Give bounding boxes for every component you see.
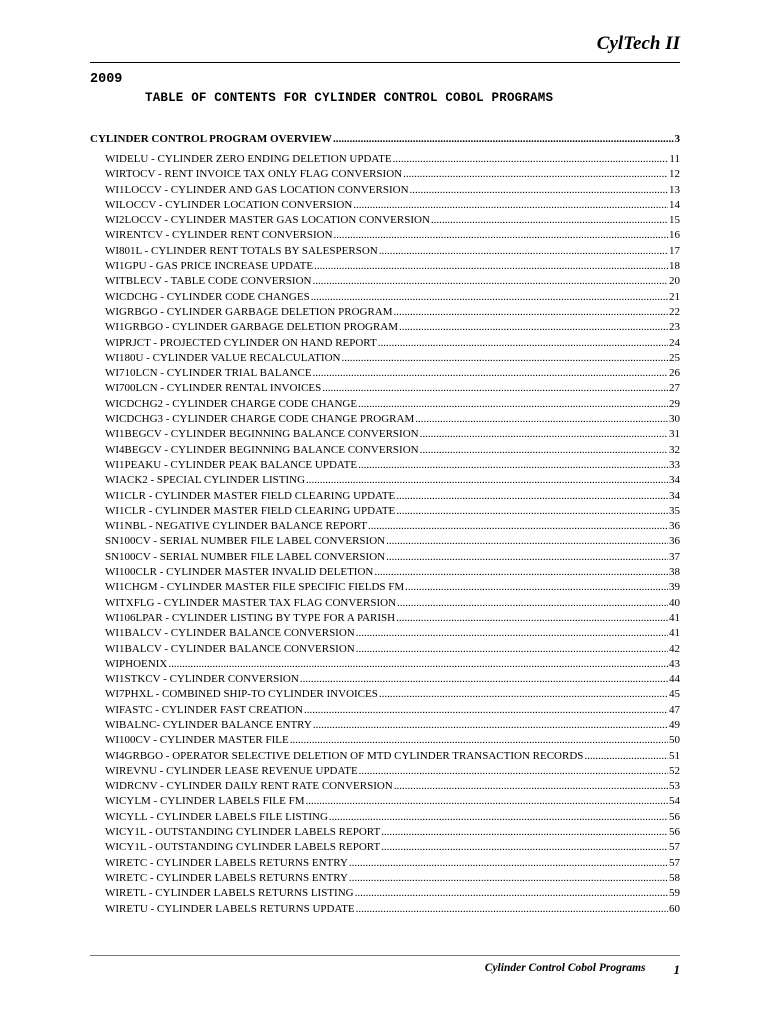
toc-entry-title: WIRTOCV - RENT INVOICE TAX ONLY FLAG CONVERSION xyxy=(105,168,403,181)
footer-document-name: Cylinder Control Cobol Programs xyxy=(484,962,646,974)
footer-rule xyxy=(90,955,680,956)
toc-entry-list xyxy=(90,152,680,917)
toc-entry-page: 17 xyxy=(669,244,680,257)
toc-leader-dots xyxy=(314,259,668,274)
toc-entry-title: WI700LCN - CYLINDER RENTAL INVOICES xyxy=(105,382,322,395)
toc-entry[interactable] xyxy=(90,611,680,626)
toc-entry[interactable] xyxy=(90,703,680,718)
toc-entry[interactable] xyxy=(90,672,680,687)
toc-entry-title: WIRETL - CYLINDER LABELS RETURNS LISTING xyxy=(105,887,354,900)
toc-entry-page: 52 xyxy=(669,764,680,777)
toc-entry-title: WI1BALCV - CYLINDER BALANCE CONVERSION xyxy=(105,642,355,655)
toc-entry[interactable] xyxy=(90,274,680,289)
toc-leader-dots xyxy=(356,902,668,917)
toc-leader-dots xyxy=(396,504,668,519)
toc-entry-page: 54 xyxy=(669,795,680,808)
toc-entry-page: 34 xyxy=(669,489,680,502)
toc-entry-page: 23 xyxy=(669,321,680,334)
toc-leader-dots xyxy=(386,550,668,565)
toc-leader-dots xyxy=(403,167,668,182)
toc-entry-title: WI180U - CYLINDER VALUE RECALCULATION xyxy=(105,351,341,364)
toc-entry[interactable] xyxy=(90,565,680,580)
toc-entry-title: WICYLL - CYLINDER LABELS FILE LISTING xyxy=(105,810,328,823)
toc-entry-page: 26 xyxy=(669,367,680,380)
toc-entry[interactable] xyxy=(90,244,680,259)
toc-entry-title: WILOCCV - CYLINDER LOCATION CONVERSION xyxy=(105,198,353,211)
toc-entry[interactable] xyxy=(90,840,680,855)
toc-entry[interactable] xyxy=(90,397,680,412)
toc-entry[interactable] xyxy=(90,871,680,886)
toc-entry-page: 43 xyxy=(669,657,680,670)
toc-entry-title: WICY1L - OUTSTANDING CYLINDER LABELS REPORT xyxy=(105,826,381,839)
toc-entry-title: WI801L - CYLINDER RENT TOTALS BY SALESPERSON xyxy=(105,244,378,257)
toc-leader-dots xyxy=(393,152,669,167)
toc-leader-dots xyxy=(349,871,668,886)
toc-leader-dots xyxy=(386,534,668,549)
toc-entry[interactable] xyxy=(90,412,680,427)
toc-entry-title: WI1NBL - NEGATIVE CYLINDER BALANCE REPORT xyxy=(105,520,367,533)
toc-entry-page: 44 xyxy=(669,673,680,686)
toc-entry[interactable] xyxy=(90,687,680,702)
toc-entry-title: WICY1L - OUTSTANDING CYLINDER LABELS REPORT xyxy=(105,841,381,854)
toc-entry-title: WI100CLR - CYLINDER MASTER INVALID DELETION xyxy=(105,566,374,579)
toc-entry[interactable] xyxy=(90,580,680,595)
toc-leader-dots xyxy=(378,336,668,351)
toc-entry-page: 42 xyxy=(669,642,680,655)
toc-leader-dots xyxy=(356,642,668,657)
toc-leader-dots xyxy=(358,458,668,473)
header-rule xyxy=(90,62,680,63)
toc-entry-page: 11 xyxy=(669,153,680,165)
toc-leader-dots xyxy=(379,687,668,702)
toc-entry-title: WI106LPAR - CYLINDER LISTING BY TYPE FOR A PARISH xyxy=(105,611,396,624)
toc-entry[interactable] xyxy=(90,320,680,335)
toc-entry[interactable] xyxy=(90,550,680,565)
toc-entry-page: 56 xyxy=(669,810,680,823)
toc-entry[interactable] xyxy=(90,534,680,549)
toc-entry[interactable] xyxy=(90,504,680,519)
toc-leader-dots xyxy=(394,779,668,794)
toc-entry[interactable] xyxy=(90,718,680,733)
toc-entry-page: 15 xyxy=(669,214,680,227)
toc-entry-page: 35 xyxy=(669,504,680,517)
toc-leader-dots xyxy=(356,626,668,641)
toc-entry-title: WI7PHXL - COMBINED SHIP-TO CYLINDER INVOICES xyxy=(105,688,378,701)
toc-leader-dots xyxy=(397,596,668,611)
toc-entry-page: 22 xyxy=(669,305,680,318)
toc-entry-page: 36 xyxy=(669,520,680,533)
toc-entry[interactable] xyxy=(90,213,680,228)
footer-page-number: 1 xyxy=(673,962,680,977)
toc-leader-dots xyxy=(313,366,668,381)
toc-entry-page: 47 xyxy=(669,703,680,716)
toc-entry[interactable] xyxy=(90,305,680,320)
toc-entry-title: WI1PEAKU - CYLINDER PEAK BALANCE UPDATE xyxy=(105,458,358,471)
toc-entry-page: 40 xyxy=(669,596,680,609)
toc-entry[interactable] xyxy=(90,626,680,641)
toc-entry-title: WICDCHG2 - CYLINDER CHARGE CODE CHANGE xyxy=(105,397,358,410)
toc-entry[interactable] xyxy=(90,351,680,366)
toc-entry-title: WI4GRBGO - OPERATOR SELECTIVE DELETION OF MTD CYLINDER TRANSACTION RECORDS xyxy=(105,749,584,762)
toc-entry-title: WITBLECV - TABLE CODE CONVERSION xyxy=(105,275,312,288)
toc-leader-dots xyxy=(379,244,668,259)
toc-entry-page: 31 xyxy=(669,428,680,441)
toc-entry[interactable] xyxy=(90,489,680,504)
toc-leader-dots xyxy=(396,611,668,626)
toc-leader-dots xyxy=(420,443,668,458)
toc-entry[interactable] xyxy=(90,152,680,167)
toc-leader-dots xyxy=(304,703,668,718)
toc-entry-page: 37 xyxy=(669,550,680,563)
toc-leader-dots xyxy=(329,810,668,825)
toc-leader-dots xyxy=(353,198,668,213)
toc-entry[interactable] xyxy=(90,167,680,182)
toc-entry-page: 12 xyxy=(669,168,680,181)
toc-entry-title: WIPHOENIX xyxy=(105,657,168,670)
toc-entry-page: 59 xyxy=(669,887,680,900)
toc-entry-title: WI1BEGCV - CYLINDER BEGINNING BALANCE CONVERSION xyxy=(105,428,419,441)
toc-leader-dots xyxy=(168,657,668,672)
toc-leader-dots xyxy=(313,718,668,733)
toc-entry-title: WIDELU - CYLINDER ZERO ENDING DELETION UPDATE xyxy=(105,153,392,165)
toc-entry-page: 50 xyxy=(669,734,680,747)
toc-entry-page: 39 xyxy=(669,581,680,594)
toc-leader-dots xyxy=(381,840,668,855)
toc-entry-page: 29 xyxy=(669,397,680,410)
toc-entry-title: WIREVNU - CYLINDER LEASE REVENUE UPDATE xyxy=(105,764,358,777)
toc-entry[interactable] xyxy=(90,657,680,672)
toc-entry-page: 33 xyxy=(669,458,680,471)
toc-leader-dots xyxy=(306,794,668,809)
toc-entry-page: 56 xyxy=(669,826,680,839)
toc-entry[interactable] xyxy=(90,473,680,488)
toc-leader-dots xyxy=(584,749,668,764)
toc-entry-title: WIPRJCT - PROJECTED CYLINDER ON HAND REPORT xyxy=(105,336,377,349)
toc-entry-title: WI710LCN - CYLINDER TRIAL BALANCE xyxy=(105,367,312,380)
toc-entry[interactable] xyxy=(90,642,680,657)
toc-entry-title: WIGRBGO - CYLINDER GARBAGE DELETION PROGRAM xyxy=(105,305,393,318)
toc-entry-title: WICDCHG - CYLINDER CODE CHANGES xyxy=(105,290,310,303)
toc-entry[interactable] xyxy=(90,290,680,305)
toc-entry[interactable] xyxy=(90,458,680,473)
toc-entry-page: 30 xyxy=(669,413,680,426)
toc-entry[interactable] xyxy=(90,856,680,871)
toc-entry-page: 41 xyxy=(669,611,680,624)
document-title: TABLE OF CONTENTS FOR CYLINDER CONTROL COBOL PROGRAMS xyxy=(145,91,554,105)
toc-entry-page: 53 xyxy=(669,780,680,793)
toc-entry[interactable] xyxy=(90,519,680,534)
toc-entry-page: 3 xyxy=(674,133,680,145)
toc-entry[interactable] xyxy=(90,336,680,351)
toc-entry[interactable] xyxy=(90,596,680,611)
toc-leader-dots xyxy=(341,351,668,366)
toc-entry-page: 36 xyxy=(669,535,680,548)
toc-entry-page: 38 xyxy=(669,566,680,579)
toc-entry-title: WI1CLR - CYLINDER MASTER FIELD CLEARING UPDATE xyxy=(105,504,396,517)
toc-leader-dots xyxy=(358,397,668,412)
toc-leader-dots xyxy=(355,886,668,901)
toc-entry-title: WIDRCNV - CYLINDER DAILY RENT RATE CONVERSION xyxy=(105,780,393,793)
toc-entry-title: WITXFLG - CYLINDER MASTER TAX FLAG CONVERSION xyxy=(105,596,397,609)
toc-entry-title: WIRENTCV - CYLINDER RENT CONVERSION xyxy=(105,229,333,242)
toc-leader-dots xyxy=(300,672,668,687)
toc-leader-dots xyxy=(359,764,668,779)
toc-entry[interactable] xyxy=(90,198,680,213)
toc-leader-dots xyxy=(374,565,668,580)
toc-leader-dots xyxy=(396,489,668,504)
toc-leader-dots xyxy=(420,427,668,442)
brand-title: CylTech II xyxy=(596,33,680,54)
toc-entry[interactable] xyxy=(90,886,680,901)
toc-entry-page: 60 xyxy=(669,902,680,915)
toc-entry-page: 18 xyxy=(669,260,680,273)
toc-entry-title: WIBALNC- CYLINDER BALANCE ENTRY xyxy=(105,718,312,731)
toc-main-entry[interactable] xyxy=(90,128,680,150)
toc-entry-page: 27 xyxy=(669,382,680,395)
table-of-contents xyxy=(90,128,680,917)
toc-leader-dots xyxy=(290,733,668,748)
toc-entry[interactable] xyxy=(90,764,680,779)
toc-leader-dots xyxy=(311,290,668,305)
toc-entry-title: WIRETU - CYLINDER LABELS RETURNS UPDATE xyxy=(105,902,355,915)
toc-leader-dots xyxy=(349,856,668,871)
toc-leader-dots xyxy=(306,473,668,488)
toc-entry-page: 51 xyxy=(669,749,680,762)
toc-entry-page: 24 xyxy=(669,336,680,349)
toc-entry[interactable] xyxy=(90,794,680,809)
toc-entry-page: 14 xyxy=(669,198,680,211)
toc-entry-page: 49 xyxy=(669,718,680,731)
toc-leader-dots xyxy=(415,412,668,427)
toc-entry-title: WI4BEGCV - CYLINDER BEGINNING BALANCE CONVERSION xyxy=(105,443,419,456)
toc-entry-title: SN100CV - SERIAL NUMBER FILE LABEL CONVERSION xyxy=(105,550,386,563)
toc-leader-dots xyxy=(381,825,668,840)
toc-entry[interactable] xyxy=(90,366,680,381)
toc-entry[interactable] xyxy=(90,902,680,917)
toc-leader-dots xyxy=(312,274,668,289)
document-year: 2009 xyxy=(90,72,123,87)
toc-entry-page: 57 xyxy=(669,841,680,854)
toc-entry-title: WI1STKCV - CYLINDER CONVERSION xyxy=(105,673,299,686)
toc-leader-dots xyxy=(410,183,668,198)
toc-entry-title: WIRETC - CYLINDER LABELS RETURNS ENTRY xyxy=(105,871,348,884)
toc-entry-title: WI1CLR - CYLINDER MASTER FIELD CLEARING UPDATE xyxy=(105,489,396,502)
toc-entry-title: SN100CV - SERIAL NUMBER FILE LABEL CONVERSION xyxy=(105,535,386,548)
toc-entry-page: 32 xyxy=(669,443,680,456)
toc-entry-page: 45 xyxy=(669,688,680,701)
toc-entry[interactable] xyxy=(90,825,680,840)
toc-entry[interactable] xyxy=(90,427,680,442)
toc-entry-page: 20 xyxy=(669,275,680,288)
toc-entry-title: WI1GPU - GAS PRICE INCREASE UPDATE xyxy=(105,260,314,273)
toc-leader-dots xyxy=(431,213,668,228)
toc-entry-page: 21 xyxy=(669,290,680,303)
toc-entry-title: WIFASTC - CYLINDER FAST CREATION xyxy=(105,703,304,716)
toc-leader-dots xyxy=(333,128,674,150)
toc-entry[interactable] xyxy=(90,779,680,794)
toc-entry-title: WICDCHG3 - CYLINDER CHARGE CODE CHANGE PROGRAM xyxy=(105,413,415,426)
toc-leader-dots xyxy=(368,519,668,534)
toc-entry-page: 13 xyxy=(669,183,680,196)
toc-entry-page: 57 xyxy=(669,856,680,869)
toc-entry-title: CYLINDER CONTROL PROGRAM OVERVIEW xyxy=(90,133,332,145)
toc-leader-dots xyxy=(405,580,668,595)
toc-entry-title: WI1GRBGO - CYLINDER GARBAGE DELETION PROGRAM xyxy=(105,321,399,334)
toc-entry[interactable] xyxy=(90,810,680,825)
toc-entry-page: 58 xyxy=(669,871,680,884)
toc-entry[interactable] xyxy=(90,443,680,458)
toc-entry[interactable] xyxy=(90,749,680,764)
toc-entry-title: WIRETC - CYLINDER LABELS RETURNS ENTRY xyxy=(105,856,348,869)
toc-entry-title: WI1BALCV - CYLINDER BALANCE CONVERSION xyxy=(105,627,355,640)
toc-entry-page: 16 xyxy=(669,229,680,242)
toc-entry[interactable] xyxy=(90,183,680,198)
toc-leader-dots xyxy=(322,381,668,396)
toc-entry-title: WI1CHGM - CYLINDER MASTER FILE SPECIFIC FIELDS FM xyxy=(105,581,405,594)
toc-entry-title: WICYLM - CYLINDER LABELS FILE FM xyxy=(105,795,305,808)
toc-leader-dots xyxy=(399,320,668,335)
toc-entry[interactable] xyxy=(90,228,680,243)
toc-entry-page: 41 xyxy=(669,627,680,640)
toc-entry[interactable] xyxy=(90,733,680,748)
toc-entry-title: WI1LOCCV - CYLINDER AND GAS LOCATION CONVERSION xyxy=(105,183,409,196)
toc-entry-page: 25 xyxy=(669,351,680,364)
toc-entry-page: 34 xyxy=(669,474,680,487)
toc-entry[interactable] xyxy=(90,381,680,396)
page-footer xyxy=(485,962,680,978)
toc-entry-title: WI100CV - CYLINDER MASTER FILE xyxy=(105,734,289,747)
toc-entry-title: WI2LOCCV - CYLINDER MASTER GAS LOCATION CONVERSION xyxy=(105,214,430,227)
toc-leader-dots xyxy=(334,228,668,243)
toc-entry[interactable] xyxy=(90,259,680,274)
toc-entry-title: WIACK2 - SPECIAL CYLINDER LISTING xyxy=(105,474,306,487)
toc-leader-dots xyxy=(394,305,668,320)
